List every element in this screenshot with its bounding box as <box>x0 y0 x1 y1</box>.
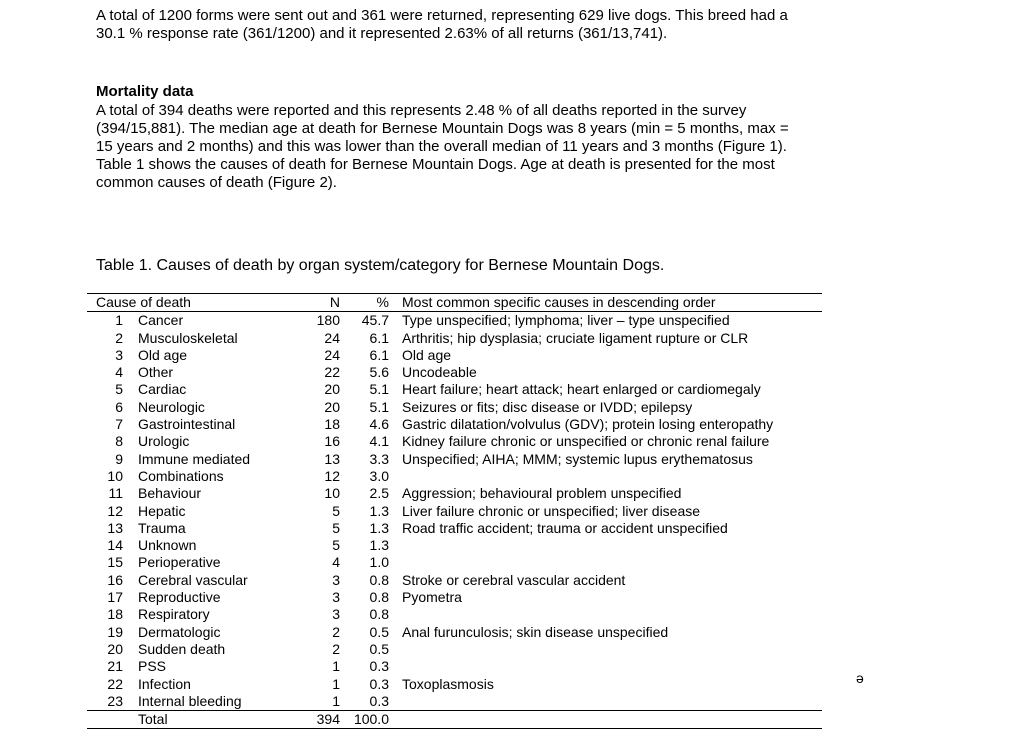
table-row <box>87 399 822 416</box>
table-header-row <box>87 294 822 312</box>
row-cause-name: Behaviour <box>138 485 202 502</box>
row-specific-causes <box>402 658 822 675</box>
row-n: 5 <box>332 519 340 536</box>
row-specific-causes <box>402 537 822 554</box>
row-n: 4 <box>332 554 340 571</box>
row-specific-causes <box>402 468 822 485</box>
table-caption: Table 1. Causes of death by organ system/category for Bernese Mountain Dogs. <box>96 257 665 274</box>
row-cause-name: Neurologic <box>138 398 205 415</box>
table-row <box>87 520 822 537</box>
row-percent: 0.3 <box>369 658 389 675</box>
row-percent: 0.8 <box>369 606 389 623</box>
total-desc <box>402 711 822 729</box>
row-n: 3 <box>332 571 340 588</box>
row-percent: 0.3 <box>369 675 389 692</box>
total-spacer <box>87 711 138 729</box>
total-row <box>87 711 822 729</box>
mortality-heading: Mortality data <box>96 83 194 100</box>
row-index: 19 <box>107 623 123 640</box>
row-percent: 3.0 <box>369 467 389 484</box>
row-percent: 1.0 <box>369 554 389 571</box>
header-cause: Cause of death <box>87 294 299 312</box>
table-row <box>87 658 822 675</box>
table-row <box>87 537 822 554</box>
row-cause-name: Trauma <box>138 519 186 536</box>
row-index: 6 <box>115 398 123 415</box>
row-n: 3 <box>332 606 340 623</box>
row-n: 2 <box>332 640 340 657</box>
row-percent: 1.3 <box>369 537 389 554</box>
row-n: 22 <box>324 364 340 381</box>
row-cause-name: Respiratory <box>138 606 210 623</box>
row-index: 3 <box>115 346 123 363</box>
row-n: 24 <box>324 329 340 346</box>
table-row <box>87 589 822 606</box>
row-percent: 1.3 <box>369 519 389 536</box>
row-n: 1 <box>332 692 340 709</box>
row-specific-causes: Road traffic accident; trauma or accident unspecified <box>402 519 728 536</box>
row-specific-causes: Stroke or cerebral vascular accident <box>402 571 626 588</box>
row-percent: 4.6 <box>369 416 389 433</box>
table-row <box>87 468 822 485</box>
row-index: 9 <box>115 450 123 467</box>
table-row <box>87 606 822 623</box>
row-specific-causes: Type unspecified; lymphoma; liver – type unspecified <box>402 312 730 329</box>
row-index: 1 <box>115 312 123 329</box>
table-row <box>87 312 822 330</box>
row-index: 18 <box>107 606 123 623</box>
row-cause-name: PSS <box>138 658 167 675</box>
row-index: 4 <box>115 364 123 381</box>
row-specific-causes: Gastric dilatation/volvulus (GDV); protein losing enteropathy <box>402 416 774 433</box>
row-index: 8 <box>115 433 123 450</box>
table-row <box>87 330 822 347</box>
row-percent: 4.1 <box>369 433 389 450</box>
intro-paragraph: A total of 1200 forms were sent out and 361 were returned, representing 629 live dogs. This breed had a 30.1 % response rate (361/1200) and it represented 2.63% of all returns (361/13,741). <box>96 7 788 42</box>
row-specific-causes: Arthritis; hip dysplasia; cruciate ligament rupture or CLR <box>402 329 749 346</box>
row-cause-name: Other <box>138 364 174 381</box>
row-index: 14 <box>107 537 123 554</box>
row-index: 22 <box>107 675 123 692</box>
table-row <box>87 624 822 641</box>
row-percent: 0.5 <box>369 623 389 640</box>
row-specific-causes: Pyometra <box>402 589 462 606</box>
row-index: 20 <box>107 640 123 657</box>
table-row <box>87 433 822 450</box>
row-index: 7 <box>115 416 123 433</box>
table-row <box>87 503 822 520</box>
row-n: 20 <box>324 381 340 398</box>
row-index: 17 <box>107 589 123 606</box>
row-specific-causes <box>402 693 822 711</box>
row-n: 2 <box>332 623 340 640</box>
table-row <box>87 347 822 364</box>
row-n: 24 <box>324 346 340 363</box>
row-cause-name: Perioperative <box>138 554 221 571</box>
row-index: 15 <box>107 554 123 571</box>
row-percent: 0.8 <box>369 571 389 588</box>
row-cause-name: Combinations <box>138 467 224 484</box>
row-specific-causes: Unspecified; AIHA; MMM; systemic lupus erythematosus <box>402 450 753 467</box>
header-n: N <box>299 294 340 312</box>
table-row <box>87 641 822 658</box>
row-cause-name: Unknown <box>138 537 197 554</box>
table-row <box>87 572 822 589</box>
causes-of-death-table <box>87 293 822 729</box>
row-specific-causes: Liver failure chronic or unspecified; liver disease <box>402 502 701 519</box>
row-cause-name: Cerebral vascular <box>138 571 248 588</box>
row-cause-name: Cancer <box>138 312 184 329</box>
row-index: 11 <box>108 485 123 502</box>
row-percent: 45.7 <box>361 312 389 329</box>
row-percent: 3.3 <box>369 450 389 467</box>
row-n: 1 <box>332 675 340 692</box>
row-specific-causes: Seizures or fits; disc disease or IVDD; epilepsy <box>402 398 693 415</box>
row-n: 18 <box>324 416 340 433</box>
row-cause-name: Infection <box>138 675 191 692</box>
row-cause-name: Hepatic <box>138 502 186 519</box>
row-percent: 0.5 <box>369 640 389 657</box>
header-specific-causes: Most common specific causes in descending order <box>402 294 822 312</box>
row-specific-causes: Uncodeable <box>402 364 477 381</box>
row-index: 2 <box>115 329 123 346</box>
table-header <box>87 294 822 312</box>
row-index: 16 <box>107 571 123 588</box>
row-specific-causes: Toxoplasmosis <box>402 675 494 692</box>
row-n: 20 <box>324 398 340 415</box>
row-n: 5 <box>332 537 340 554</box>
row-specific-causes: Heart failure; heart attack; heart enlarged or cardiomegaly <box>402 381 761 398</box>
row-index: 5 <box>115 381 123 398</box>
table-row <box>87 364 822 381</box>
row-cause-name: Internal bleeding <box>138 692 242 709</box>
row-cause-name: Reproductive <box>138 589 221 606</box>
header-percent: % <box>340 294 402 312</box>
table-row <box>87 381 822 398</box>
table-body <box>87 312 822 711</box>
row-percent: 5.6 <box>369 364 389 381</box>
row-specific-causes <box>402 606 822 623</box>
table-row <box>87 554 822 571</box>
row-percent: 6.1 <box>369 329 389 346</box>
row-percent: 5.1 <box>369 381 389 398</box>
row-n: 5 <box>332 502 340 519</box>
row-n: 16 <box>324 433 340 450</box>
table-row <box>87 485 822 502</box>
row-percent: 6.1 <box>369 346 389 363</box>
row-n: 180 <box>316 312 340 329</box>
total-label: Total <box>138 711 299 729</box>
row-cause-name: Cardiac <box>138 381 187 398</box>
row-percent: 0.3 <box>369 692 389 709</box>
row-index: 12 <box>107 502 123 519</box>
row-specific-causes <box>402 641 822 658</box>
row-n: 10 <box>324 485 340 502</box>
stray-glyph: ə <box>856 670 864 686</box>
row-index: 23 <box>107 692 123 709</box>
row-cause-name: Dermatologic <box>138 623 221 640</box>
mortality-paragraph: A total of 394 deaths were reported and this represents 2.48 % of all deaths reported in the survey (394/15,881). The median age at death for Bernese Mountain Dogs was 8 years (min = 5 months, max = 15 years and 2 months) and this was lower than the overall median of 11 years and 3 months (Figure 1). Table 1 shows the causes of death for Bernese Mountain Dogs. Age at death is presented for the most common causes of death (Figure 2). <box>96 102 789 191</box>
row-percent: 5.1 <box>369 398 389 415</box>
row-n: 12 <box>324 467 340 484</box>
row-cause-name: Musculoskeletal <box>138 329 238 346</box>
row-specific-causes: Aggression; behavioural problem unspecified <box>402 485 682 502</box>
table-row <box>87 416 822 433</box>
row-specific-causes: Anal furunculosis; skin disease unspecified <box>402 623 669 640</box>
row-cause-name: Urologic <box>138 433 190 450</box>
row-n: 13 <box>324 450 340 467</box>
row-specific-causes: Kidney failure chronic or unspecified or chronic renal failure <box>402 433 770 450</box>
row-percent: 1.3 <box>369 502 389 519</box>
table-row <box>87 676 822 693</box>
row-cause-name: Immune mediated <box>138 450 251 467</box>
row-cause-name: Old age <box>138 346 188 363</box>
table-footer <box>87 711 822 729</box>
row-cause-name: Sudden death <box>138 640 226 657</box>
row-percent: 2.5 <box>369 485 389 502</box>
total-percent: 100.0 <box>340 711 402 729</box>
row-index: 13 <box>107 519 123 536</box>
row-specific-causes <box>402 554 822 571</box>
row-index: 10 <box>107 467 123 484</box>
table-row <box>87 693 822 711</box>
table-row <box>87 451 822 468</box>
total-n: 394 <box>299 711 340 729</box>
row-cause-name: Gastrointestinal <box>138 416 236 433</box>
row-specific-causes: Old age <box>402 346 452 363</box>
row-n: 1 <box>332 658 340 675</box>
row-index: 21 <box>107 658 123 675</box>
row-n: 3 <box>332 589 340 606</box>
row-percent: 0.8 <box>369 589 389 606</box>
